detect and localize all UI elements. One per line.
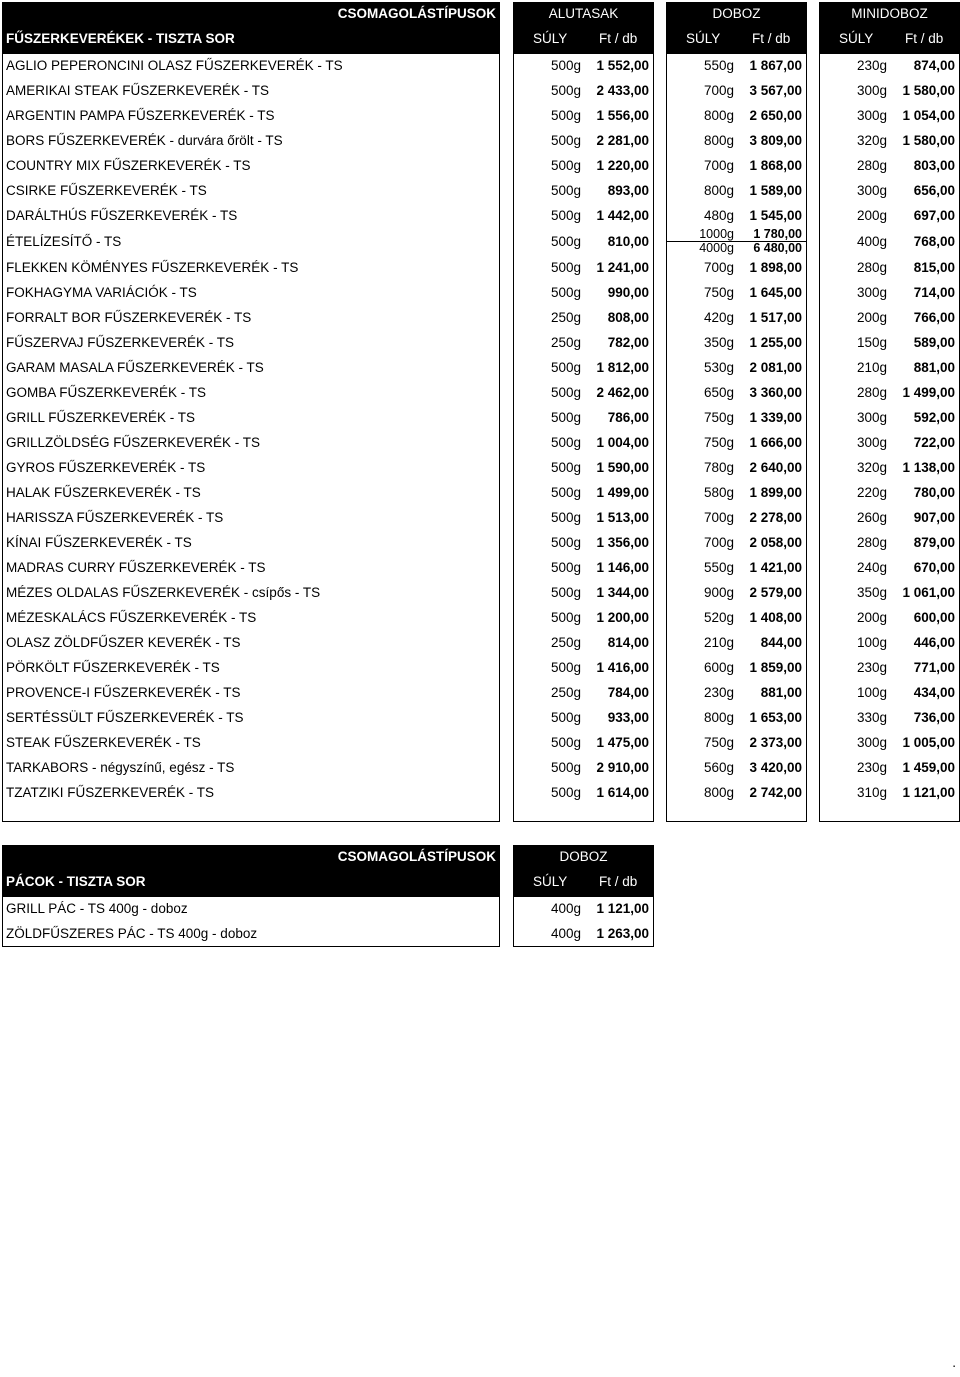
spice-header-left <box>2 2 500 53</box>
product-name: DARÁLTHÚS FŰSZERKEVERÉK - TS <box>6 208 238 223</box>
doboz-weight-2: 4000g <box>699 241 734 255</box>
group-header-doboz <box>513 845 654 896</box>
minidoboz-price: 1 499,00 <box>902 385 955 400</box>
alutasak-price: 1 241,00 <box>596 260 649 275</box>
alutasak-price: 784,00 <box>607 685 649 700</box>
weight-header: SÚLY <box>533 31 568 46</box>
alutasak-price: 1 344,00 <box>596 585 649 600</box>
minidoboz-price: 1 580,00 <box>902 83 955 98</box>
minidoboz-price: 780,00 <box>913 485 955 500</box>
table-row <box>0 255 960 280</box>
packaging-types-label: CSOMAGOLÁSTÍPUSOK <box>337 6 496 21</box>
group-header-minidoboz <box>819 2 960 53</box>
table-row <box>0 680 960 705</box>
doboz-weight: 480g <box>703 208 734 223</box>
alutasak-weight: 500g <box>550 735 581 750</box>
minidoboz-price: 768,00 <box>913 234 955 249</box>
alutasak-weight: 500g <box>550 660 581 675</box>
alutasak-price: 990,00 <box>607 285 649 300</box>
doboz-weight: 560g <box>703 760 734 775</box>
product-name: KÍNAI FŰSZERKEVERÉK - TS <box>6 535 192 550</box>
product-name: GYROS FŰSZERKEVERÉK - TS <box>6 460 206 475</box>
doboz-price: 3 360,00 <box>749 385 802 400</box>
alutasak-weight: 500g <box>550 585 581 600</box>
minidoboz-weight: 300g <box>856 435 887 450</box>
doboz-price: 2 640,00 <box>749 460 802 475</box>
alutasak-price: 1 590,00 <box>596 460 649 475</box>
doboz-weight: 700g <box>703 535 734 550</box>
minidoboz-weight: 330g <box>856 710 887 725</box>
table-row <box>0 330 960 355</box>
alutasak-weight: 500g <box>550 285 581 300</box>
table-row <box>0 555 960 580</box>
doboz-price: 2 579,00 <box>749 585 802 600</box>
minidoboz-price: 879,00 <box>913 535 955 550</box>
doboz-weight: 350g <box>703 335 734 350</box>
doboz-price: 1 517,00 <box>749 310 802 325</box>
minidoboz-weight: 230g <box>856 58 887 73</box>
doboz-price: 1 545,00 <box>749 208 802 223</box>
alutasak-weight: 500g <box>550 108 581 123</box>
product-name: GRILL FŰSZERKEVERÉK - TS <box>6 410 196 425</box>
table-row <box>0 305 960 330</box>
alutasak-weight: 500g <box>550 208 581 223</box>
alutasak-weight: 500g <box>550 785 581 800</box>
product-name: FŰSZERVAJ FŰSZERKEVERÉK - TS <box>6 335 235 350</box>
alutasak-weight: 500g <box>550 158 581 173</box>
price-header: Ft / db <box>905 31 944 46</box>
doboz-weight: 800g <box>703 710 734 725</box>
alutasak-weight: 500g <box>550 260 581 275</box>
footer-mark: . <box>952 1355 956 1370</box>
group-name: DOBOZ <box>559 849 608 864</box>
table-row <box>0 896 660 921</box>
alutasak-weight: 500g <box>550 183 581 198</box>
minidoboz-price: 1 054,00 <box>902 108 955 123</box>
price-header: Ft / db <box>599 874 638 889</box>
minidoboz-price: 592,00 <box>913 410 955 425</box>
alutasak-price: 1 356,00 <box>596 535 649 550</box>
doboz-price: 1 666,00 <box>749 435 802 450</box>
table-row <box>0 380 960 405</box>
alutasak-weight: 250g <box>550 335 581 350</box>
product-name: FLEKKEN KÖMÉNYES FŰSZERKEVERÉK - TS <box>6 260 299 275</box>
doboz-price: 1 868,00 <box>749 158 802 173</box>
alutasak-weight: 500g <box>550 460 581 475</box>
doboz-weight: 550g <box>703 560 734 575</box>
minidoboz-weight: 400g <box>856 234 887 249</box>
minidoboz-weight: 300g <box>856 735 887 750</box>
minidoboz-weight: 300g <box>856 285 887 300</box>
doboz-weight: 600g <box>703 660 734 675</box>
minidoboz-weight: 300g <box>856 410 887 425</box>
doboz-weight: 530g <box>703 360 734 375</box>
table-row <box>0 455 960 480</box>
doboz-price: 881,00 <box>760 685 802 700</box>
alutasak-weight: 500g <box>550 410 581 425</box>
alutasak-price: 1 475,00 <box>596 735 649 750</box>
doboz-weight: 800g <box>703 108 734 123</box>
doboz-price-2: 6 480,00 <box>753 241 802 255</box>
doboz-weight: 580g <box>703 485 734 500</box>
table-row <box>0 178 960 203</box>
product-name: GRILLZÖLDSÉG FŰSZERKEVERÉK - TS <box>6 435 261 450</box>
alutasak-price: 1 004,00 <box>596 435 649 450</box>
alutasak-price: 1 442,00 <box>596 208 649 223</box>
doboz-weight: 750g <box>703 735 734 750</box>
doboz-weight: 700g <box>703 83 734 98</box>
table-row <box>0 430 960 455</box>
alutasak-weight: 500g <box>550 234 581 249</box>
doboz-weight: 700g <box>703 510 734 525</box>
weight-header: SÚLY <box>686 31 721 46</box>
doboz-price: 1 867,00 <box>749 58 802 73</box>
minidoboz-price: 1 061,00 <box>902 585 955 600</box>
minidoboz-price: 1 005,00 <box>902 735 955 750</box>
product-name: GARAM MASALA FŰSZERKEVERÉK - TS <box>6 360 264 375</box>
minidoboz-weight: 100g <box>856 635 887 650</box>
doboz-price: 2 278,00 <box>749 510 802 525</box>
minidoboz-weight: 320g <box>856 133 887 148</box>
doboz-weight: 210g <box>703 635 734 650</box>
product-name: OLASZ ZÖLDFŰSZER KEVERÉK - TS <box>6 635 241 650</box>
table-row <box>0 530 960 555</box>
table-row <box>0 153 960 178</box>
alutasak-price: 814,00 <box>607 635 649 650</box>
alutasak-price: 1 614,00 <box>596 785 649 800</box>
price-header: Ft / db <box>752 31 791 46</box>
minidoboz-price: 434,00 <box>913 685 955 700</box>
doboz-weight: 800g <box>703 183 734 198</box>
doboz-price: 1 899,00 <box>749 485 802 500</box>
minidoboz-weight: 230g <box>856 760 887 775</box>
minidoboz-weight: 280g <box>856 260 887 275</box>
doboz-weight: 900g <box>703 585 734 600</box>
alutasak-price: 933,00 <box>607 710 649 725</box>
doboz-price: 1 780,00 <box>753 227 802 241</box>
table-row <box>0 128 960 153</box>
table-row <box>0 53 960 78</box>
section-title: PÁCOK - TISZTA SOR <box>6 874 146 889</box>
minidoboz-weight: 320g <box>856 460 887 475</box>
product-name: FORRALT BOR FŰSZERKEVERÉK - TS <box>6 310 252 325</box>
minidoboz-weight: 200g <box>856 310 887 325</box>
product-name: PÖRKÖLT FŰSZERKEVERÉK - TS <box>6 660 220 675</box>
doboz-weight: 750g <box>703 285 734 300</box>
alutasak-price: 1 513,00 <box>596 510 649 525</box>
minidoboz-weight: 280g <box>856 385 887 400</box>
alutasak-price: 2 281,00 <box>596 133 649 148</box>
minidoboz-price: 1 138,00 <box>902 460 955 475</box>
table-row <box>0 705 960 730</box>
minidoboz-weight: 300g <box>856 108 887 123</box>
alutasak-weight: 500g <box>550 83 581 98</box>
doboz-weight: 650g <box>703 385 734 400</box>
doboz-price: 1 898,00 <box>749 260 802 275</box>
alutasak-price: 782,00 <box>607 335 649 350</box>
minidoboz-price: 815,00 <box>913 260 955 275</box>
product-name: STEAK FŰSZERKEVERÉK - TS <box>6 735 201 750</box>
alutasak-weight: 250g <box>550 635 581 650</box>
alutasak-weight: 500g <box>550 58 581 73</box>
product-name: FOKHAGYMA VARIÁCIÓK - TS <box>6 285 197 300</box>
minidoboz-weight: 210g <box>856 360 887 375</box>
doboz-price: 1 121,00 <box>596 901 649 916</box>
minidoboz-price: 907,00 <box>913 510 955 525</box>
group-name: ALUTASAK <box>548 6 619 21</box>
alutasak-weight: 500g <box>550 760 581 775</box>
doboz-weight: 1000g <box>699 227 734 241</box>
minidoboz-weight: 280g <box>856 158 887 173</box>
minidoboz-price: 771,00 <box>913 660 955 675</box>
alutasak-price: 1 146,00 <box>596 560 649 575</box>
alutasak-weight: 500g <box>550 435 581 450</box>
minidoboz-price: 670,00 <box>913 560 955 575</box>
minidoboz-weight: 240g <box>856 560 887 575</box>
alutasak-weight: 250g <box>550 310 581 325</box>
doboz-weight: 420g <box>703 310 734 325</box>
alutasak-price: 893,00 <box>607 183 649 198</box>
alutasak-price: 2 910,00 <box>596 760 649 775</box>
doboz-price: 1 645,00 <box>749 285 802 300</box>
alutasak-weight: 500g <box>550 610 581 625</box>
product-name: HALAK FŰSZERKEVERÉK - TS <box>6 485 201 500</box>
doboz-weight: 800g <box>703 785 734 800</box>
minidoboz-weight: 200g <box>856 208 887 223</box>
product-name: AGLIO PEPERONCINI OLASZ FŰSZERKEVERÉK - TS <box>6 58 343 73</box>
product-name: GOMBA FŰSZERKEVERÉK - TS <box>6 385 207 400</box>
alutasak-weight: 500g <box>550 535 581 550</box>
product-name: CSIRKE FŰSZERKEVERÉK - TS <box>6 183 207 198</box>
table-row <box>0 780 960 805</box>
alutasak-weight: 500g <box>550 133 581 148</box>
alutasak-weight: 500g <box>550 485 581 500</box>
doboz-price: 3 420,00 <box>749 760 802 775</box>
minidoboz-price: 874,00 <box>913 58 955 73</box>
doboz-weight: 230g <box>703 685 734 700</box>
table-row <box>0 655 960 680</box>
table-row <box>0 921 660 946</box>
doboz-price: 1 589,00 <box>749 183 802 198</box>
table-row <box>0 755 960 780</box>
doboz-price: 1 421,00 <box>749 560 802 575</box>
table-row <box>0 630 960 655</box>
alutasak-price: 1 812,00 <box>596 360 649 375</box>
minidoboz-weight: 150g <box>856 335 887 350</box>
minidoboz-price: 881,00 <box>913 360 955 375</box>
alutasak-weight: 500g <box>550 560 581 575</box>
doboz-price: 2 081,00 <box>749 360 802 375</box>
packaging-types-label: CSOMAGOLÁSTÍPUSOK <box>337 849 496 864</box>
alutasak-price: 1 416,00 <box>596 660 649 675</box>
alutasak-price: 810,00 <box>607 234 649 249</box>
doboz-weight: 700g <box>703 260 734 275</box>
minidoboz-price: 803,00 <box>913 158 955 173</box>
price-header: Ft / db <box>599 31 638 46</box>
doboz-price: 1 263,00 <box>596 926 649 941</box>
minidoboz-price: 722,00 <box>913 435 955 450</box>
table-row <box>0 730 960 755</box>
weight-header: SÚLY <box>533 874 568 889</box>
table-row <box>0 480 960 505</box>
minidoboz-weight: 100g <box>856 685 887 700</box>
minidoboz-price: 1 121,00 <box>902 785 955 800</box>
minidoboz-weight: 280g <box>856 535 887 550</box>
alutasak-price: 1 220,00 <box>596 158 649 173</box>
product-name: MÉZESKALÁCS FŰSZERKEVERÉK - TS <box>6 610 257 625</box>
product-name: GRILL PÁC - TS 400g - doboz <box>6 901 188 916</box>
alutasak-price: 1 200,00 <box>596 610 649 625</box>
minidoboz-price: 766,00 <box>913 310 955 325</box>
alutasak-price: 1 499,00 <box>596 485 649 500</box>
product-name: ARGENTIN PAMPA FŰSZERKEVERÉK - TS <box>6 108 275 123</box>
doboz-weight: 700g <box>703 158 734 173</box>
product-name: SERTÉSSÜLT FŰSZERKEVERÉK - TS <box>6 710 244 725</box>
doboz-price: 1 255,00 <box>749 335 802 350</box>
alutasak-price: 786,00 <box>607 410 649 425</box>
product-name: HARISSZA FŰSZERKEVERÉK - TS <box>6 510 224 525</box>
group-header-doboz <box>666 2 807 53</box>
doboz-weight: 780g <box>703 460 734 475</box>
minidoboz-price: 656,00 <box>913 183 955 198</box>
doboz-price: 2 650,00 <box>749 108 802 123</box>
minidoboz-price: 714,00 <box>913 285 955 300</box>
doboz-weight: 400g <box>550 926 581 941</box>
product-name: COUNTRY MIX FŰSZERKEVERÉK - TS <box>6 158 251 173</box>
product-name: TARKABORS - négyszínű, egész - TS <box>6 760 235 775</box>
minidoboz-price: 600,00 <box>913 610 955 625</box>
doboz-price: 1 859,00 <box>749 660 802 675</box>
doboz-price: 3 809,00 <box>749 133 802 148</box>
alutasak-weight: 500g <box>550 385 581 400</box>
alutasak-weight: 250g <box>550 685 581 700</box>
doboz-price: 3 567,00 <box>749 83 802 98</box>
alutasak-weight: 500g <box>550 510 581 525</box>
minidoboz-price: 697,00 <box>913 208 955 223</box>
alutasak-price: 2 462,00 <box>596 385 649 400</box>
group-name: MINIDOBOZ <box>851 6 928 21</box>
doboz-weight: 400g <box>550 901 581 916</box>
table-row <box>0 580 960 605</box>
marinade-header-left <box>2 845 500 896</box>
weight-header: SÚLY <box>839 31 874 46</box>
product-name: BORS FŰSZERKEVERÉK - durvára őrölt - TS <box>6 133 283 148</box>
table-row <box>0 203 960 228</box>
minidoboz-price: 446,00 <box>913 635 955 650</box>
group-header-alutasak <box>513 2 654 53</box>
minidoboz-weight: 350g <box>856 585 887 600</box>
doboz-price: 844,00 <box>760 635 802 650</box>
minidoboz-weight: 300g <box>856 183 887 198</box>
minidoboz-weight: 310g <box>856 785 887 800</box>
group-name: DOBOZ <box>712 6 761 21</box>
product-name: ÉTELÍZESÍTŐ - TS <box>6 234 122 249</box>
section-title: FŰSZERKEVERÉKEK - TISZTA SOR <box>6 31 235 46</box>
table-row <box>0 605 960 630</box>
doboz-price: 2 058,00 <box>749 535 802 550</box>
table-row <box>0 280 960 305</box>
doboz-price: 1 408,00 <box>749 610 802 625</box>
product-name: AMERIKAI STEAK FŰSZERKEVERÉK - TS <box>6 83 270 98</box>
doboz-price: 1 653,00 <box>749 710 802 725</box>
doboz-weight: 750g <box>703 410 734 425</box>
table-row <box>0 78 960 103</box>
doboz-price: 1 339,00 <box>749 410 802 425</box>
minidoboz-weight: 260g <box>856 510 887 525</box>
product-name: ZÖLDFŰSZERES PÁC - TS 400g - doboz <box>6 926 258 941</box>
doboz-price: 2 742,00 <box>749 785 802 800</box>
minidoboz-price: 1 459,00 <box>902 760 955 775</box>
minidoboz-price: 589,00 <box>913 335 955 350</box>
table-row <box>0 355 960 380</box>
minidoboz-weight: 220g <box>856 485 887 500</box>
doboz-weight: 520g <box>703 610 734 625</box>
alutasak-price: 808,00 <box>607 310 649 325</box>
table-row <box>0 505 960 530</box>
product-name: PROVENCE-I FŰSZERKEVERÉK - TS <box>6 685 241 700</box>
table-row <box>0 228 960 255</box>
alutasak-weight: 500g <box>550 710 581 725</box>
doboz-weight: 550g <box>703 58 734 73</box>
minidoboz-weight: 200g <box>856 610 887 625</box>
product-name: TZATZIKI FŰSZERKEVERÉK - TS <box>6 785 215 800</box>
doboz-weight: 800g <box>703 133 734 148</box>
table-row <box>0 103 960 128</box>
table-row <box>0 405 960 430</box>
alutasak-price: 2 433,00 <box>596 83 649 98</box>
alutasak-price: 1 552,00 <box>596 58 649 73</box>
alutasak-weight: 500g <box>550 360 581 375</box>
minidoboz-weight: 300g <box>856 83 887 98</box>
minidoboz-price: 1 580,00 <box>902 133 955 148</box>
product-name: MADRAS CURRY FŰSZERKEVERÉK - TS <box>6 560 266 575</box>
doboz-price: 2 373,00 <box>749 735 802 750</box>
product-name: MÉZES OLDALAS FŰSZERKEVERÉK - csípős - TS <box>6 585 321 600</box>
minidoboz-price: 736,00 <box>913 710 955 725</box>
minidoboz-weight: 230g <box>856 660 887 675</box>
doboz-weight: 750g <box>703 435 734 450</box>
alutasak-price: 1 556,00 <box>596 108 649 123</box>
